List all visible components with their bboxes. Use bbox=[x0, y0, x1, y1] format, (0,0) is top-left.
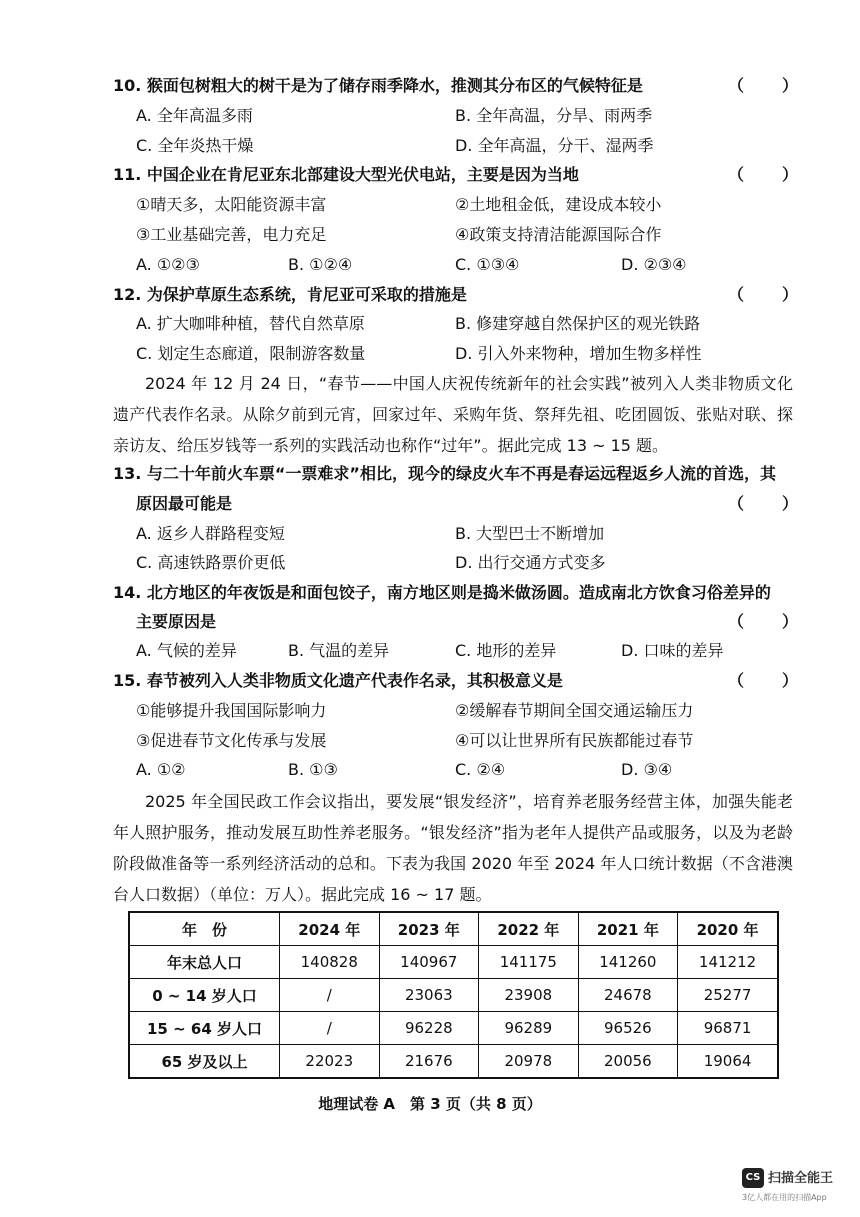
option-b: B. 全年高温，分旱、雨两季 bbox=[455, 106, 653, 125]
scanner-watermark bbox=[742, 1166, 852, 1206]
question-12 bbox=[0, 280, 860, 310]
question-15-options bbox=[0, 755, 860, 785]
table-header-cell: 2024 年 bbox=[280, 912, 380, 946]
option-d: D. 出行交通方式变多 bbox=[455, 553, 606, 572]
answer-bracket: （ ） bbox=[728, 76, 801, 95]
question-13-stem-line-2: 原因最可能是 bbox=[136, 494, 233, 513]
statement-4: ④政策支持清洁能源国际合作 bbox=[455, 225, 662, 244]
statement-1: ①晴天多，太阳能资源丰富 bbox=[136, 195, 327, 214]
answer-bracket: （ ） bbox=[728, 285, 801, 304]
table-cell: 140967 bbox=[379, 946, 479, 979]
statement-2: ②土地租金低，建设成本较小 bbox=[455, 195, 662, 214]
question-14-options bbox=[0, 636, 860, 666]
question-10-options-row-1 bbox=[0, 101, 860, 131]
table-cell: 96871 bbox=[678, 1012, 778, 1045]
option-c: C. 划定生态廊道，限制游客数量 bbox=[136, 344, 366, 363]
table-cell: 23908 bbox=[479, 979, 579, 1012]
watermark-tagline: 3亿人都在用的扫描App bbox=[742, 1193, 827, 1202]
question-15-stem: 15. 春节被列入人类非物质文化遗产代表作名录，其积极意义是 bbox=[113, 671, 563, 690]
table-cell: 22023 bbox=[280, 1045, 380, 1079]
table-header-cell: 2021 年 bbox=[578, 912, 678, 946]
table-row-label: 15 ~ 64 岁人口 bbox=[129, 1012, 280, 1045]
question-13-line-2 bbox=[0, 489, 860, 519]
table-row bbox=[129, 946, 778, 979]
option-b: B. ①②④ bbox=[288, 255, 353, 274]
question-14-stem-line-1: 14. 北方地区的年夜饭是和面包饺子，南方地区则是捣米做汤圆。造成南北方饮食习俗差异的 bbox=[113, 583, 771, 602]
option-a: A. ①②③ bbox=[136, 255, 200, 274]
table-header-cell: 2020 年 bbox=[678, 912, 778, 946]
option-a: A. 返乡人群路程变短 bbox=[136, 524, 285, 543]
watermark-app-name: 扫描全能王 bbox=[768, 1171, 834, 1186]
question-12-options-row-1 bbox=[0, 309, 860, 339]
table-header-cell: 2023 年 bbox=[379, 912, 479, 946]
option-b: B. 修建穿越自然保护区的观光铁路 bbox=[455, 314, 701, 333]
option-d: D. 口味的差异 bbox=[621, 641, 724, 660]
question-12-stem: 12. 为保护草原生态系统，肯尼亚可采取的措施是 bbox=[113, 285, 467, 304]
table-cell: / bbox=[280, 979, 380, 1012]
option-c: C. 全年炎热干燥 bbox=[136, 136, 254, 155]
table-cell: 141212 bbox=[678, 946, 778, 979]
statement-3: ③促进春节文化传承与发展 bbox=[136, 731, 327, 750]
option-b: B. 气温的差异 bbox=[288, 641, 390, 660]
table-cell: 141175 bbox=[479, 946, 579, 979]
question-13-options-row-1 bbox=[0, 519, 860, 549]
passage-silver-economy: 2025 年全国民政工作会议指出，要发展“银发经济”，培育养老服务经营主体，加强失能老年人照护服务，推动发展互助性养老服务。“银发经济”指为老年人提供产品或服务，以及为老龄阶段做准备等一系列经济活动的总和。下表为我国 2020 年至 2024 年人口统计数据（不含港澳台人口数据）（单位：万人）。据此完成 16 ~ 17 题。 bbox=[113, 792, 793, 904]
table-cell: 141260 bbox=[578, 946, 678, 979]
option-d: D. ③④ bbox=[621, 760, 673, 779]
table-header-cell: 2022 年 bbox=[479, 912, 579, 946]
table-row-label: 0 ~ 14 岁人口 bbox=[129, 979, 280, 1012]
question-10 bbox=[0, 71, 860, 101]
question-15-statements-row-1 bbox=[0, 696, 860, 726]
table-row-label: 65 岁及以上 bbox=[129, 1045, 280, 1079]
option-a: A. ①② bbox=[136, 760, 186, 779]
statement-4: ④可以让世界所有民族都能过春节 bbox=[455, 731, 694, 750]
cs-logo-icon: CS bbox=[742, 1168, 764, 1188]
passage-spring-festival: 2024 年 12 月 24 日，“春节——中国人庆祝传统新年的社会实践”被列入人类非物质文化遗产代表作名录。从除夕前到元宵，回家过年、采购年货、祭拜先祖、吃团圆饭、张贴对联、探亲访友、给压岁钱等一系列的实践活动也称作“过年”。据此完成 13 ~ 15 题。 bbox=[113, 374, 793, 455]
answer-bracket: （ ） bbox=[728, 165, 801, 184]
page-footer: 地理试卷 A 第 3 页（共 8 页） bbox=[318, 1095, 542, 1113]
option-c: C. ①③④ bbox=[455, 255, 520, 274]
statement-2: ②缓解春节期间全国交通运输压力 bbox=[455, 701, 694, 720]
question-11 bbox=[0, 160, 860, 190]
question-11-stem: 11. 中国企业在肯尼亚东北部建设大型光伏电站，主要是因为当地 bbox=[113, 165, 579, 184]
option-a: A. 全年高温多雨 bbox=[136, 106, 253, 125]
answer-bracket: （ ） bbox=[728, 671, 801, 690]
table-cell: 23063 bbox=[379, 979, 479, 1012]
table-cell: / bbox=[280, 1012, 380, 1045]
population-table bbox=[128, 911, 779, 1079]
question-14-line-2 bbox=[0, 607, 860, 637]
table-cell: 24678 bbox=[578, 979, 678, 1012]
option-d: D. ②③④ bbox=[621, 255, 687, 274]
table-cell: 20978 bbox=[479, 1045, 579, 1079]
table-header-cell: 年 份 bbox=[129, 912, 280, 946]
table-cell: 96526 bbox=[578, 1012, 678, 1045]
question-15-statements-row-2 bbox=[0, 726, 860, 756]
table-cell: 140828 bbox=[280, 946, 380, 979]
option-d: D. 引入外来物种，增加生物多样性 bbox=[455, 344, 702, 363]
statement-3: ③工业基础完善，电力充足 bbox=[136, 225, 327, 244]
option-a: A. 扩大咖啡种植，替代自然草原 bbox=[136, 314, 365, 333]
question-10-options-row-2 bbox=[0, 131, 860, 161]
table-cell: 20056 bbox=[578, 1045, 678, 1079]
option-c: C. ②④ bbox=[455, 760, 506, 779]
question-10-stem: 10. 猴面包树粗大的树干是为了储存雨季降水，推测其分布区的气候特征是 bbox=[113, 76, 643, 95]
question-13 bbox=[0, 459, 860, 489]
question-13-stem-line-1: 13. 与二十年前火车票“一票难求”相比，现今的绿皮火车不再是春运远程返乡人流的首选，其 bbox=[113, 464, 776, 483]
question-12-options-row-2 bbox=[0, 339, 860, 369]
option-b: B. ①③ bbox=[288, 760, 338, 779]
table-cell: 25277 bbox=[678, 979, 778, 1012]
table-cell: 19064 bbox=[678, 1045, 778, 1079]
question-14 bbox=[0, 578, 860, 608]
question-11-options bbox=[0, 250, 860, 280]
option-c: C. 地形的差异 bbox=[455, 641, 557, 660]
table-row-label: 年末总人口 bbox=[129, 946, 280, 979]
answer-bracket: （ ） bbox=[728, 612, 801, 631]
statement-1: ①能够提升我国国际影响力 bbox=[136, 701, 327, 720]
option-d: D. 全年高温，分干、湿两季 bbox=[455, 136, 654, 155]
table-cell: 96228 bbox=[379, 1012, 479, 1045]
question-11-statements-row-2 bbox=[0, 220, 860, 250]
option-a: A. 气候的差异 bbox=[136, 641, 237, 660]
option-c: C. 高速铁路票价更低 bbox=[136, 553, 286, 572]
question-13-options-row-2 bbox=[0, 548, 860, 578]
table-row bbox=[129, 979, 778, 1012]
table-row bbox=[129, 1012, 778, 1045]
question-14-stem-line-2: 主要原因是 bbox=[136, 612, 217, 631]
table-cell: 96289 bbox=[479, 1012, 579, 1045]
table-cell: 21676 bbox=[379, 1045, 479, 1079]
option-b: B. 大型巴士不断增加 bbox=[455, 524, 605, 543]
answer-bracket: （ ） bbox=[728, 494, 801, 513]
table-header-row bbox=[129, 912, 778, 946]
question-15 bbox=[0, 666, 860, 696]
question-11-statements-row-1 bbox=[0, 190, 860, 220]
table-row bbox=[129, 1045, 778, 1079]
